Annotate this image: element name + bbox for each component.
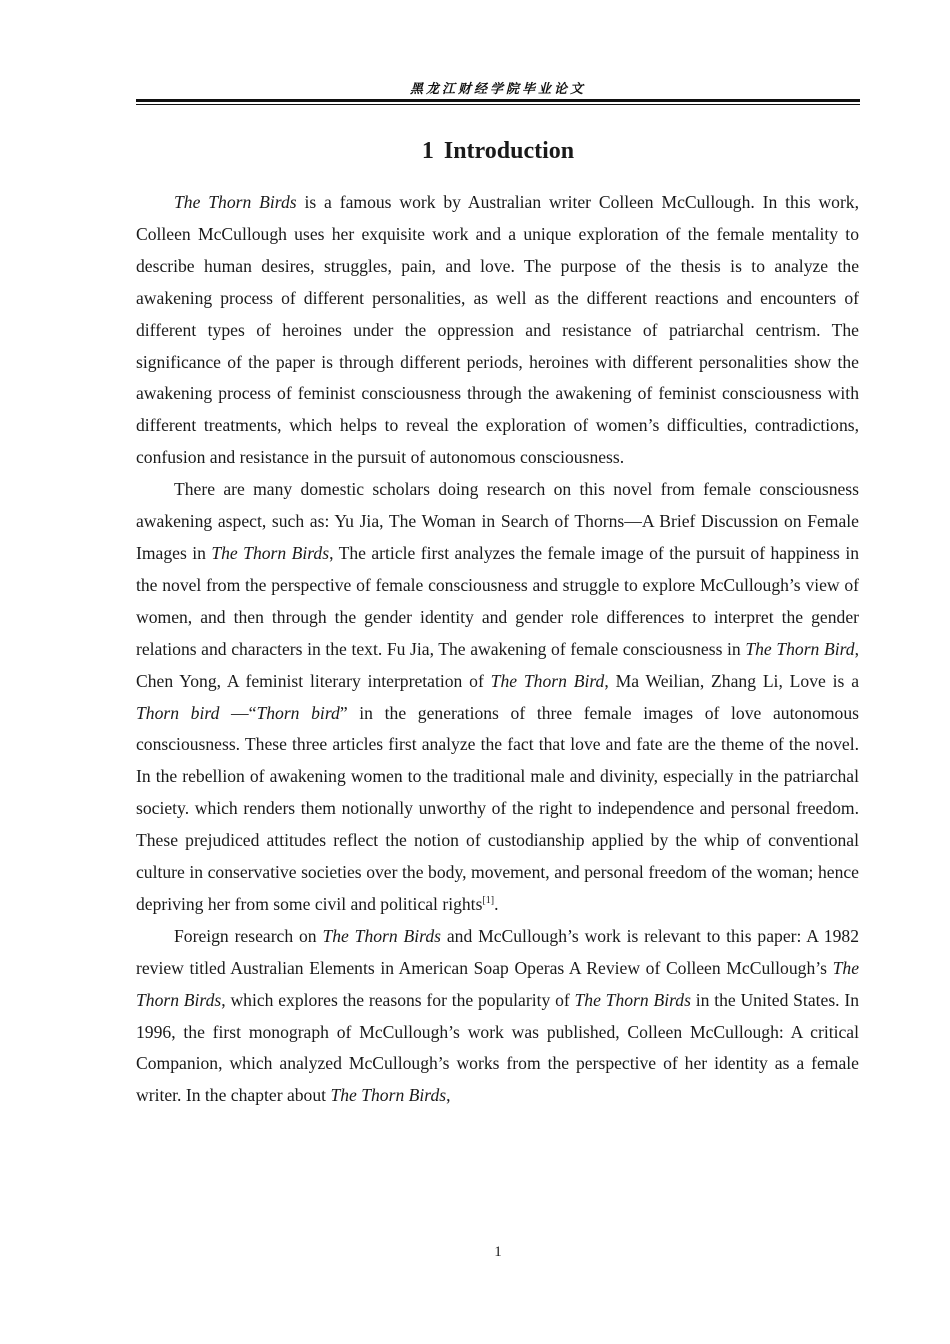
book-title-italic: The Thorn Birds	[136, 957, 859, 1010]
paragraph-text: Foreign research on	[174, 925, 323, 946]
paragraph-2	[136, 474, 859, 921]
paragraph-text: There are many domestic scholars doing research on this novel from female consciousness awakening aspect, such as: Yu Jia, The Woman in Search of Thorns—A Brief Discussion on Female Images in	[136, 479, 859, 563]
paragraph-text: —“	[219, 702, 257, 723]
book-title-italic: The Thorn Birds	[174, 192, 297, 212]
book-title-italic: The Thorn Bird	[745, 638, 855, 659]
paragraph-text: .	[494, 893, 499, 914]
paragraph-text: , The article first analyzes the female image of the pursuit of happiness in the novel from the perspective of female consciousness and struggle to explore McCullough’s view of women, and then through the gender identity and gender role differences to interpret the gender relations and characters in the text. Fu Jia, The awakening of female consciousness in	[136, 542, 859, 659]
chapter-number: 1	[421, 138, 434, 164]
book-title-italic: The Thorn Birds	[322, 925, 441, 946]
paragraph-text: , Chen Yong, A feminist literary interpretation of	[136, 638, 859, 691]
paragraph-text: , which explores the reasons for the popularity of	[221, 989, 575, 1010]
book-title-italic: The Thorn Birds	[574, 989, 691, 1010]
book-title-italic: Thorn bird	[136, 702, 220, 723]
paragraph-3	[136, 921, 859, 1112]
book-title-italic: The Thorn Birds	[211, 542, 330, 563]
running-header: 黑龙江财经学院毕业论文	[409, 82, 586, 97]
paragraph-text: in the United States. In 1996, the first monograph of McCullough’s work was published, Colleen McCullough: A critical Companion, which analyzed McCullough’s works from the perspective of her identity as a female writer. In the chapter about	[136, 989, 859, 1106]
book-title-italic: The Thorn Bird	[490, 670, 605, 691]
page-number: 1	[494, 1244, 502, 1260]
paragraph-text: and McCullough’s work is relevant to this paper: A 1982 review titled Australian Elements in American Soap Operas A Review of Colleen McCullough’s	[136, 925, 859, 978]
body-text	[136, 187, 859, 1112]
book-title-italic: Thorn bird	[256, 702, 340, 723]
chapter-title-text: Introduction	[443, 138, 575, 164]
citation-marker: [1]	[482, 894, 495, 906]
chapter-title	[136, 136, 860, 166]
paragraph-text: ,	[446, 1085, 451, 1106]
paragraph-text: is a famous work by Australian writer Colleen McCullough. In this work, Colleen McCullough uses her exquisite work and a unique exploration of the female mentality to describe human desires, struggles, pain, and love. The purpose of the thesis is to analyze the awakening process of different personalities, as well as the different reactions and encounters of different types of heroines under the oppression and resistance of patriarchal centrism. The significance of the paper is through different periods, heroines with different personalities show the awakening process of feminist consciousness through the awakening of feminist consciousness with different treatments, which helps to reveal the exploration of women’s difficulties, contradictions, confusion and resistance in the pursuit of autonomous consciousness.	[136, 192, 859, 468]
paragraph-1	[136, 187, 859, 474]
paragraph-text: , Ma Weilian, Zhang Li, Love is a	[604, 670, 860, 691]
book-title-italic: The Thorn Birds	[330, 1085, 447, 1106]
header-rule-thin	[136, 104, 860, 105]
header-rule-thick	[136, 99, 860, 102]
paragraph-text: ” in the generations of three female images of love autonomous consciousness. These three articles first analyze the fact that love and fate are the theme of the novel. In the rebellion of awakening women to the traditional male and divinity, especially in the patriarchal society. which renders them notionally unworthy of the right to independence and personal freedom. These prejudiced attitudes reflect the notion of custodianship applied by the whip of conventional culture in conservative societies over the body, movement, and personal freedom of the woman; hence depriving her from some civil and political rights	[136, 702, 859, 914]
